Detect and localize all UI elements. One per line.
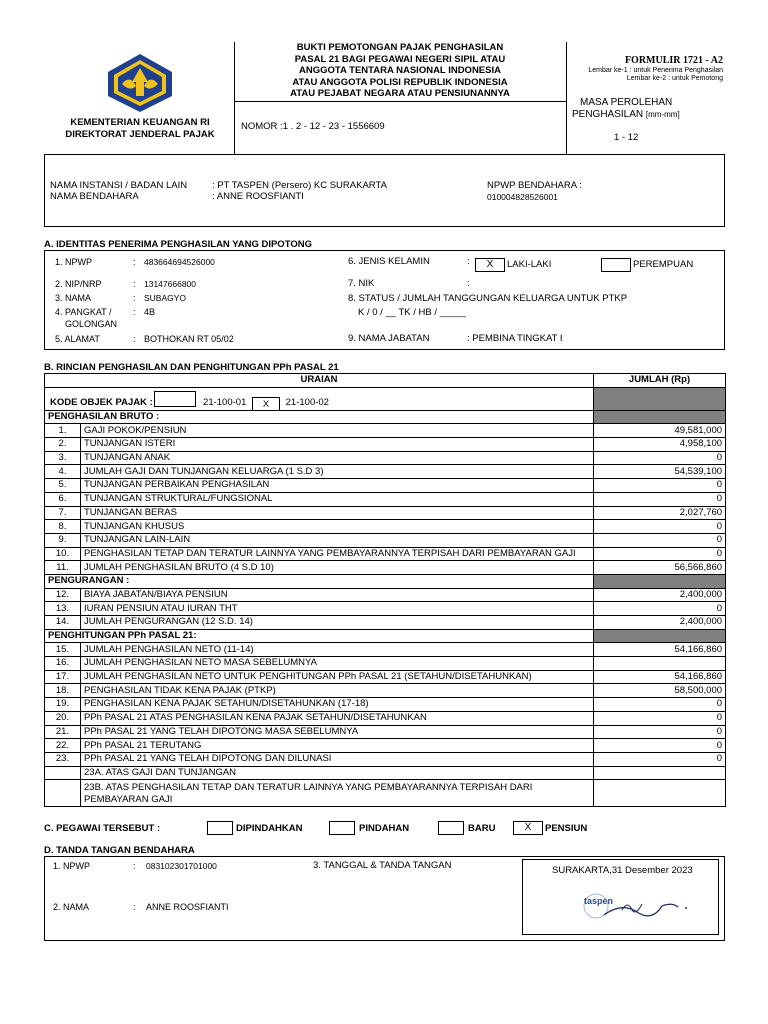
place-date: SURAKARTA,31 Desember 2023	[552, 865, 693, 876]
row-number: 12.	[45, 588, 81, 602]
masa-label: MASA PEROLEHAN	[580, 97, 673, 108]
title-line: BUKTI PEMOTONGAN PAJAK PENGHASILAN	[296, 42, 504, 53]
c-baru-checkbox[interactable]	[438, 821, 464, 835]
table-row	[45, 670, 726, 684]
title-line: ATAU ANGGOTA POLISI REPUBLIK INDONESIA	[292, 76, 508, 88]
table-row	[45, 533, 726, 547]
row-number: 5.	[45, 479, 81, 493]
jk-laki-label: LAKI-LAKI	[507, 259, 552, 270]
table-row	[45, 684, 726, 698]
row-number: 10.	[45, 547, 81, 561]
row-label: PENGHASILAN TIDAK KENA PAJAK (PTKP)	[81, 684, 594, 698]
d-colon: :	[133, 861, 136, 871]
table-row	[45, 588, 726, 602]
row-label: TUNJANGAN PERBAIKAN PENGHASILAN	[81, 479, 594, 493]
title-line: ANGGOTA TENTARA NASIONAL INDONESIA	[299, 65, 501, 76]
row-value: 0	[594, 698, 726, 712]
row-label: TUNJANGAN KHUSUS	[81, 520, 594, 534]
c-pindahan-label: PINDAHAN	[359, 823, 410, 834]
d-ttd-label: 3. TANGGAL & TANDA TANGAN	[313, 860, 452, 871]
table-row	[45, 711, 726, 725]
a-npwp-value: 483664694526000	[144, 257, 215, 267]
row-value: 54,166,860	[594, 670, 726, 684]
lembar-1: Lembar ke-1 : untuk Penerima Penghasilan	[588, 67, 723, 74]
row-label: PPh PASAL 21 TERUTANG	[81, 739, 594, 753]
row-number	[45, 780, 81, 807]
row-value: 58,500,000	[594, 684, 726, 698]
row-label: PENGHASILAN TETAP DAN TERATUR LAINNYA YANG PEMBAYARANNYA TERPISAH DARI PEMBAYARAN GAJI	[81, 547, 594, 561]
a-colon: :	[133, 293, 136, 303]
table-row	[45, 492, 726, 506]
form-code: FORMULIR 1721 - A2	[624, 55, 723, 66]
a-nip-value: 13147666800	[144, 279, 197, 289]
row-label: PPh PASAL 21 YANG TELAH DIPOTONG MASA SEBELUMNYA	[81, 725, 594, 739]
row-value: 0	[594, 725, 726, 739]
kode-label: KODE OBJEK PAJAK :	[50, 396, 153, 408]
kode2-checkbox[interactable]: X	[252, 397, 280, 411]
section-row-pengurangan	[45, 574, 726, 588]
table-row	[45, 657, 726, 671]
masa-unit: [mm-mm]	[645, 110, 680, 119]
row-value: 0	[594, 479, 726, 493]
row-number: 2.	[45, 438, 81, 452]
title-line: PASAL 21 BAGI PEGAWAI NEGERI SIPIL ATAU	[294, 53, 506, 65]
table-row	[45, 438, 726, 452]
a-pangkat-value: 4B	[144, 307, 156, 317]
nomor: NOMOR :1 . 2 - 12 - 23 - 1556609	[241, 121, 385, 132]
table-row-23a	[45, 766, 726, 780]
row-value: 2,400,000	[594, 588, 726, 602]
row-label: IURAN PENSIUN ATAU IURAN THT	[81, 602, 594, 616]
table-header-row	[45, 374, 726, 388]
table-row	[45, 616, 726, 630]
row-label-line: 23B. ATAS PENGHASILAN TETAP DAN TERATUR LAINNYA YANG PEMBAYARANNYA TERPISAH DARI	[84, 781, 533, 793]
a-colon: :	[133, 257, 136, 267]
a-nama-label: 3. NAMA	[55, 293, 92, 303]
table-row	[45, 479, 726, 493]
table-row	[45, 506, 726, 520]
row-number: 15.	[45, 643, 81, 657]
jk-perempuan-checkbox[interactable]	[601, 258, 631, 272]
grey-cell	[594, 574, 726, 588]
row-label: PPh PASAL 21 ATAS PENGHASILAN KENA PAJAK SETAHUN/DISETAHUNKAN	[81, 711, 594, 725]
section-d-title: D. TANDA TANGAN BENDAHARA	[44, 845, 195, 856]
kode2-label: 21-100-02	[285, 396, 329, 408]
table-row	[45, 698, 726, 712]
row-number: 13.	[45, 602, 81, 616]
a-colon: :	[133, 279, 136, 289]
row-number: 1.	[45, 424, 81, 438]
row-label: JUMLAH PENGHASILAN NETO (11-14)	[81, 643, 594, 657]
row-label: TUNJANGAN ANAK	[81, 451, 594, 465]
table-row	[45, 643, 726, 657]
rincian-table	[44, 373, 726, 807]
section-row-penghitungan	[45, 629, 726, 643]
grey-cell	[594, 629, 726, 643]
table-row	[45, 451, 726, 465]
row-value: 0	[594, 547, 726, 561]
a-colon: :	[467, 256, 470, 267]
jk-perempuan-label: PEREMPUAN	[633, 259, 694, 270]
row-value: 0	[594, 520, 726, 534]
col-uraian: URAIAN	[45, 374, 594, 388]
section-row-bruto	[45, 410, 726, 424]
col-jumlah: JUMLAH (Rp)	[594, 374, 726, 388]
ministry-name: KEMENTERIAN KEUANGAN RI	[70, 117, 210, 128]
row-value	[594, 766, 726, 780]
jk-laki-checkbox[interactable]: X	[475, 258, 505, 272]
row-number	[45, 766, 81, 780]
row-label: BIAYA JABATAN/BIAYA PENSIUN	[81, 588, 594, 602]
table-row	[45, 752, 726, 766]
a-alamat-value: BOTHOKAN RT 05/02	[144, 334, 234, 344]
c-pindahan-checkbox[interactable]	[329, 821, 355, 835]
a-jabatan-label: 9. NAMA JABATAN	[348, 333, 430, 344]
row-number: 18.	[45, 684, 81, 698]
c-pensiun-checkbox[interactable]: X	[513, 821, 543, 835]
kode1-label: 21-100-01	[203, 396, 247, 408]
row-label: PPh PASAL 21 YANG TELAH DIPOTONG DAN DILUNASI	[81, 752, 594, 766]
row-label: JUMLAH GAJI DAN TUNJANGAN KELUARGA (1 S.D 3)	[81, 465, 594, 479]
stamp-text: taspen	[584, 896, 614, 906]
row-value: 54,166,860	[594, 643, 726, 657]
a-npwp-label: 1. NPWP	[55, 257, 93, 267]
row-value: 56,566,860	[594, 561, 726, 575]
a-colon: :	[133, 334, 136, 344]
header-divider-mid	[234, 101, 566, 102]
bendahara-value: : ANNE ROOSFIANTI	[212, 191, 304, 202]
table-row	[45, 424, 726, 438]
title-line: ATAU PEJABAT NEGARA ATAU PENSIUNANNYA	[290, 88, 510, 99]
section-title: PENGHITUNGAN PPh PASAL 21:	[45, 629, 594, 643]
row-number: 14.	[45, 616, 81, 630]
d-nama-value: ANNE ROOSFIANTI	[146, 902, 229, 912]
row-number: 3.	[45, 451, 81, 465]
section-a-title: A. IDENTITAS PENERIMA PENGHASILAN YANG DIPOTONG	[44, 239, 312, 250]
row-label: GAJI POKOK/PENSIUN	[81, 424, 594, 438]
d-npwp-value: 083102301701000	[146, 861, 217, 871]
row-number: 4.	[45, 465, 81, 479]
instansi-value: : PT TASPEN (Persero) KC SURAKARTA	[212, 180, 387, 191]
a-nama-value: SUBAGYO	[144, 293, 187, 303]
a-golongan-label: GOLONGAN	[65, 319, 118, 329]
d-nama-label: 2. NAMA	[53, 902, 90, 912]
row-number: 22.	[45, 739, 81, 753]
npwp-bendahara-label: NPWP BENDAHARA :	[487, 180, 582, 191]
a-colon: :	[133, 307, 136, 317]
a-jk-label: 6. JENIS KELAMIN	[348, 256, 430, 267]
row-label: TUNJANGAN ISTERI	[81, 438, 594, 452]
row-value: 0	[594, 492, 726, 506]
bendahara-label: NAMA BENDAHARA	[50, 191, 139, 202]
npwp-bendahara-value: 010004828526001	[487, 192, 558, 202]
d-npwp-label: 1. NPWP	[53, 861, 91, 871]
masa-value: 1 - 12	[614, 132, 639, 143]
row-value: 0	[594, 711, 726, 725]
a-nik-label: 7. NIK	[348, 278, 375, 289]
row-label: PENGHASILAN KENA PAJAK SETAHUN/DISETAHUNKAN (17-18)	[81, 698, 594, 712]
a-jabatan-value: : PEMBINA TINGKAT I	[467, 333, 563, 344]
a-alamat-label: 5. ALAMAT	[55, 334, 100, 344]
header-divider-left	[234, 42, 235, 154]
table-row	[45, 725, 726, 739]
row-label: JUMLAH PENGHASILAN BRUTO (4 S.D 10)	[81, 561, 594, 575]
a-status-label: 8. STATUS / JUMLAH TANGGUNGAN KELUARGA UNTUK PTKP	[348, 293, 628, 304]
row-number: 7.	[45, 506, 81, 520]
a-nip-label: 2. NIP/NRP	[55, 279, 102, 289]
kode-objek-row	[45, 387, 726, 410]
a-colon: :	[467, 278, 470, 289]
row-number: 11.	[45, 561, 81, 575]
ministry-logo	[104, 52, 176, 114]
row-label: TUNJANGAN BERAS	[81, 506, 594, 520]
a-pangkat-label: 4. PANGKAT /	[55, 307, 112, 317]
row-value: 0	[594, 533, 726, 547]
c-dipindahkan-label: DIPINDAHKAN	[236, 823, 303, 834]
row-label: TUNJANGAN LAIN-LAIN	[81, 533, 594, 547]
signature-stamp	[582, 890, 692, 922]
form-title	[236, 42, 564, 100]
row-number: 19.	[45, 698, 81, 712]
masa-label-text: PENGHASILAN	[572, 109, 644, 120]
table-row	[45, 465, 726, 479]
row-label: JUMLAH PENGURANGAN (12 S.D. 14)	[81, 616, 594, 630]
row-value: 4,958,100	[594, 438, 726, 452]
c-dipindahkan-checkbox[interactable]	[207, 821, 233, 835]
row-value	[594, 780, 726, 807]
row-number: 8.	[45, 520, 81, 534]
c-baru-label: BARU	[468, 823, 496, 834]
row-value: 0	[594, 451, 726, 465]
row-value: 2,400,000	[594, 616, 726, 630]
grey-cell	[594, 410, 726, 424]
masa-label-2	[572, 109, 680, 120]
row-label: TUNJANGAN STRUKTURAL/FUNGSIONAL	[81, 492, 594, 506]
a-status-value: K / 0 / __ TK / HB / _____	[358, 307, 467, 318]
row-number: 21.	[45, 725, 81, 739]
table-row	[45, 520, 726, 534]
table-row	[45, 739, 726, 753]
row-number: 16.	[45, 657, 81, 671]
kode-objek-cell	[45, 387, 594, 410]
instansi-label: NAMA INSTANSI / BADAN LAIN	[50, 180, 188, 191]
section-b-title: B. RINCIAN PENGHASILAN DAN PENGHITUNGAN PPh PASAL 21	[44, 362, 339, 373]
row-label: JUMLAH PENGHASILAN NETO MASA SEBELUMNYA	[81, 657, 594, 671]
grey-cell	[594, 387, 726, 410]
row-value: 54,539,100	[594, 465, 726, 479]
section-title: PENGURANGAN :	[45, 574, 594, 588]
row-value: 0	[594, 752, 726, 766]
kode1-checkbox[interactable]	[154, 391, 196, 407]
row-value: 2,027,760	[594, 506, 726, 520]
row-value	[594, 657, 726, 671]
bruto-title: PENGHASILAN BRUTO :	[45, 410, 594, 424]
header-divider-right	[566, 42, 567, 154]
row-number: 9.	[45, 533, 81, 547]
row-label: 23A. ATAS GAJI DAN TUNJANGAN	[81, 766, 594, 780]
row-label	[81, 780, 594, 807]
c-pensiun-label: PENSIUN	[545, 823, 588, 834]
row-number: 23.	[45, 752, 81, 766]
table-row	[45, 561, 726, 575]
table-row-23b	[45, 780, 726, 807]
row-value: 0	[594, 739, 726, 753]
row-label: JUMLAH PENGHASILAN NETO UNTUK PENGHITUNGAN PPh PASAL 21 (SETAHUN/DISETAHUNKAN)	[81, 670, 594, 684]
row-value: 49,581,000	[594, 424, 726, 438]
row-number: 20.	[45, 711, 81, 725]
directorate-name: DIREKTORAT JENDERAL PAJAK	[65, 129, 215, 140]
row-value: 0	[594, 602, 726, 616]
row-number: 6.	[45, 492, 81, 506]
d-colon: :	[133, 902, 136, 912]
lembar-2: Lembar ke-2 : untuk Pemotong	[626, 75, 723, 82]
row-label-line: PEMBAYARAN GAJI	[84, 793, 173, 805]
section-c-title: C. PEGAWAI TERSEBUT :	[44, 823, 161, 834]
table-row	[45, 602, 726, 616]
row-number: 17.	[45, 670, 81, 684]
table-row	[45, 547, 726, 561]
